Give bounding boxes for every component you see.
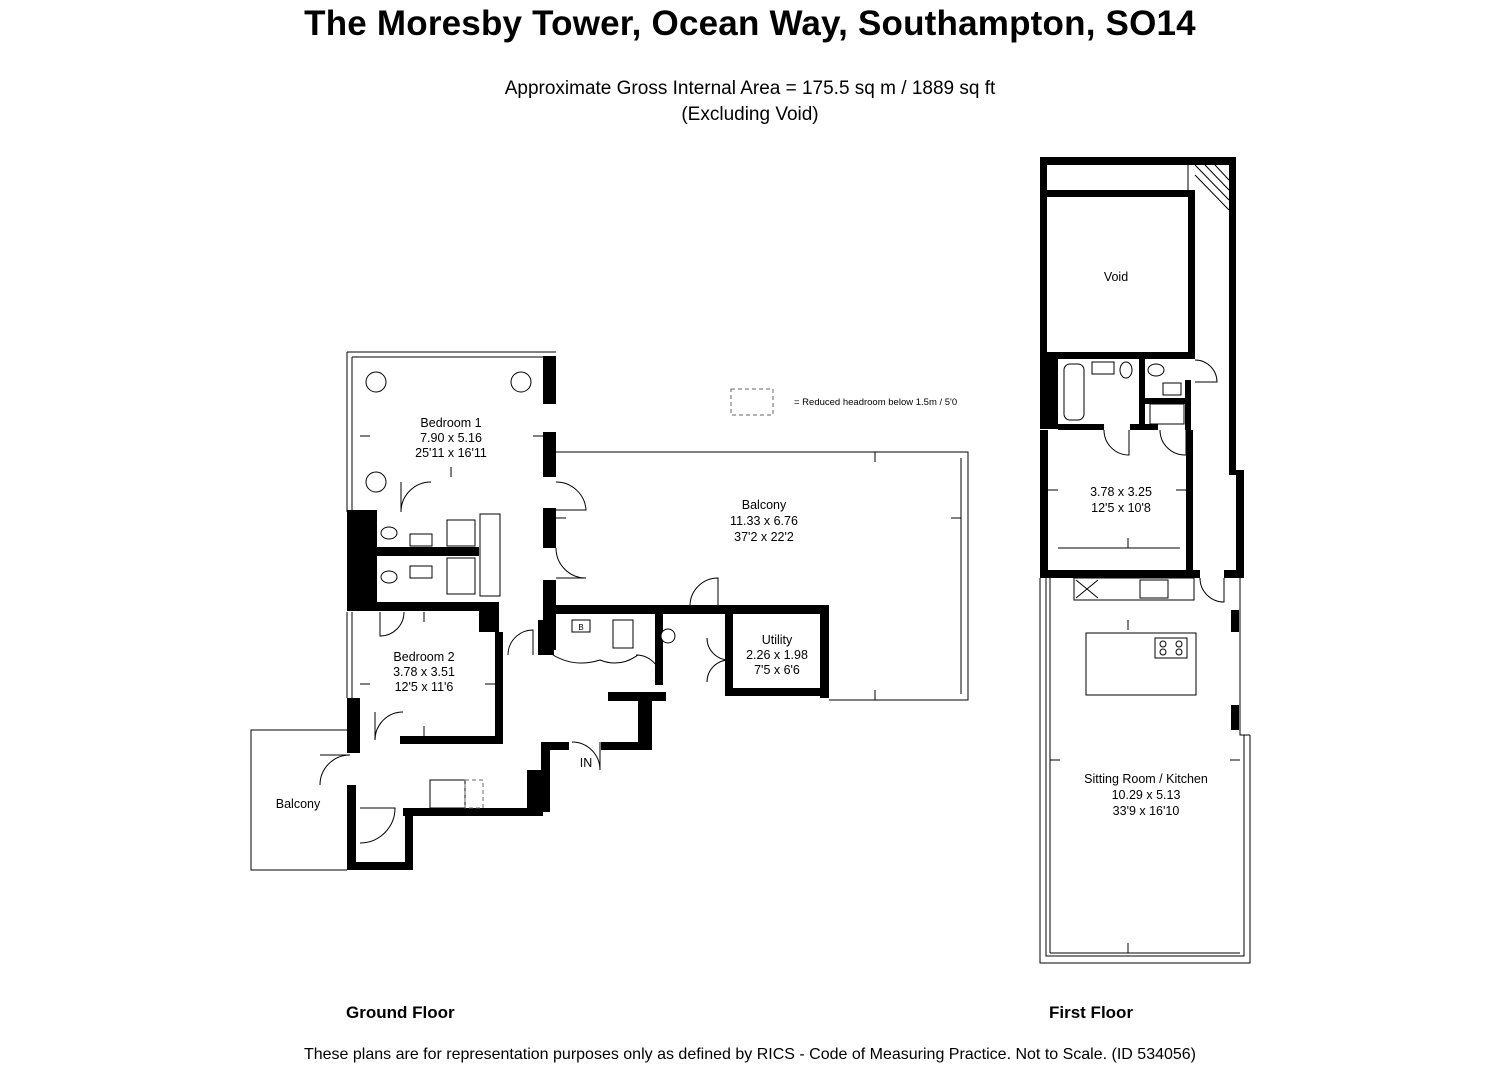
room-size-metric: 7.90 x 5.16: [420, 431, 482, 445]
hob-icon: [1155, 638, 1187, 658]
disclaimer: These plans are for representation purposes only as defined by RICS - Code of Measuring Practice. Not to Scale. (ID 534056): [303, 1046, 1197, 1063]
wall: [553, 605, 828, 614]
area-summary: Approximate Gross Internal Area = 175.5 sq m / 1889 sq ft: [504, 78, 996, 99]
shower-icon: [447, 520, 475, 546]
toilet-icon: [381, 571, 397, 583]
boiler-label: B: [578, 623, 584, 632]
toilet-icon: [381, 527, 397, 539]
wall: [543, 356, 556, 404]
room-name: Sitting Room / Kitchen: [1084, 772, 1208, 786]
wall: [725, 605, 733, 690]
door-swing: [380, 612, 404, 636]
first-floor-label: First Floor: [1049, 1003, 1134, 1022]
wall: [347, 510, 377, 610]
door-swing: [320, 755, 350, 785]
wall: [1185, 380, 1191, 430]
wall: [347, 862, 413, 870]
door-swing: [375, 712, 403, 740]
wall: [495, 632, 503, 744]
wall: [1058, 424, 1104, 430]
ground-floor-label: Ground Floor: [346, 1003, 455, 1022]
room-size-imperial: 25'11 x 16'11: [415, 446, 487, 460]
room-size-metric: 3.78 x 3.51: [393, 665, 455, 679]
sink-icon: [410, 566, 432, 578]
ground-floor-plan: [251, 352, 968, 870]
bedroom2-glazing: [347, 612, 352, 698]
wall: [1040, 352, 1195, 359]
wall: [543, 508, 556, 548]
wall: [405, 808, 413, 870]
door-swing: [556, 482, 586, 510]
shower-icon: [447, 558, 475, 594]
kitchen-worktop: [1074, 578, 1194, 600]
wall: [1231, 705, 1239, 730]
wall: [479, 602, 499, 632]
room-name: Bedroom 1: [420, 416, 482, 430]
wardrobe: [480, 514, 500, 596]
bath-icon: [1064, 364, 1084, 420]
legend-text: = Reduced headroom below 1.5m / 5'0: [794, 397, 958, 408]
first-floor-plan: [1040, 157, 1250, 963]
wall: [638, 692, 652, 750]
wall: [347, 698, 360, 753]
wall: [541, 742, 550, 812]
room-size-imperial: 12'5 x 10'8: [1091, 501, 1151, 515]
ceiling-light-icon: [366, 472, 386, 492]
room-size-imperial: 33'9 x 16'10: [1112, 804, 1180, 818]
ceiling-light-icon: [366, 372, 386, 392]
wall: [1040, 190, 1195, 197]
door-swing: [556, 548, 586, 578]
door-swing: [1160, 430, 1186, 455]
room-name: Balcony: [275, 797, 321, 811]
wall: [543, 432, 556, 477]
wall: [403, 808, 543, 816]
staircase: [430, 780, 465, 808]
wall: [527, 770, 542, 813]
wall: [538, 620, 554, 655]
toilet-icon: [661, 629, 675, 643]
staircase-void: [465, 780, 483, 808]
sink-icon: [410, 534, 432, 546]
room-size-metric: 10.29 x 5.13: [1111, 788, 1181, 802]
toilet-icon: [1148, 364, 1164, 376]
hob-burner-icon: [1160, 649, 1166, 655]
page-title: The Moresby Tower, Ocean Way, Southampton, SO14: [304, 4, 1196, 43]
wall: [1040, 570, 1200, 578]
ceiling-light-icon: [511, 372, 531, 392]
room-size-metric: 2.26 x 1.98: [746, 648, 808, 662]
hob-burner-icon: [1176, 641, 1182, 647]
wall: [1040, 157, 1236, 165]
hob-burner-icon: [1160, 641, 1166, 647]
wall: [1229, 157, 1236, 475]
wall: [1040, 359, 1058, 429]
room-size-imperial: 12'5 x 11'6: [394, 680, 454, 694]
wall: [400, 736, 503, 744]
door-swing: [553, 655, 638, 663]
legend: [731, 389, 957, 415]
room-name: Bedroom 2: [393, 650, 455, 664]
sink-icon: [1092, 362, 1114, 374]
kitchen-sink-icon: [1140, 580, 1168, 598]
door-swing: [1104, 430, 1129, 455]
room-name: Void: [1103, 270, 1129, 284]
wall: [1130, 424, 1158, 430]
room-name: Balcony: [741, 498, 787, 512]
room-name: Utility: [761, 633, 793, 647]
entrance-label: IN: [579, 756, 593, 770]
toilet-icon: [1120, 362, 1132, 378]
wall: [1188, 190, 1195, 358]
door-swing: [1200, 578, 1224, 602]
wall: [1186, 430, 1193, 575]
wall: [601, 742, 652, 750]
wall: [1040, 430, 1048, 575]
wall: [1145, 398, 1191, 404]
wall: [347, 602, 499, 611]
room-size-imperial: 7'5 x 6'6: [754, 663, 800, 677]
wall: [1236, 470, 1244, 570]
room-size-metric: 11.33 x 6.76: [730, 514, 798, 528]
shower-icon: [1150, 404, 1184, 424]
sink-icon: [1163, 383, 1181, 395]
door-swing: [401, 482, 431, 512]
wall: [725, 688, 829, 696]
sink-icon: [613, 620, 633, 648]
wall: [608, 692, 666, 701]
door-swing: [508, 630, 533, 655]
wall: [1231, 610, 1239, 632]
room-size-imperial: 37'2 x 22'2: [734, 530, 794, 544]
hob-burner-icon: [1176, 649, 1182, 655]
wall: [820, 605, 829, 698]
wall: [655, 605, 663, 685]
wall: [1224, 570, 1244, 578]
legend-swatch-dashed: [731, 389, 773, 415]
wall: [347, 547, 479, 556]
door-swing: [360, 808, 395, 843]
wall: [1139, 359, 1145, 424]
door-swing: [690, 578, 718, 605]
room-size-metric: 3.78 x 3.25: [1090, 485, 1152, 499]
wall: [347, 785, 356, 870]
area-note: (Excluding Void): [681, 104, 819, 125]
door-swing: [1195, 360, 1217, 382]
